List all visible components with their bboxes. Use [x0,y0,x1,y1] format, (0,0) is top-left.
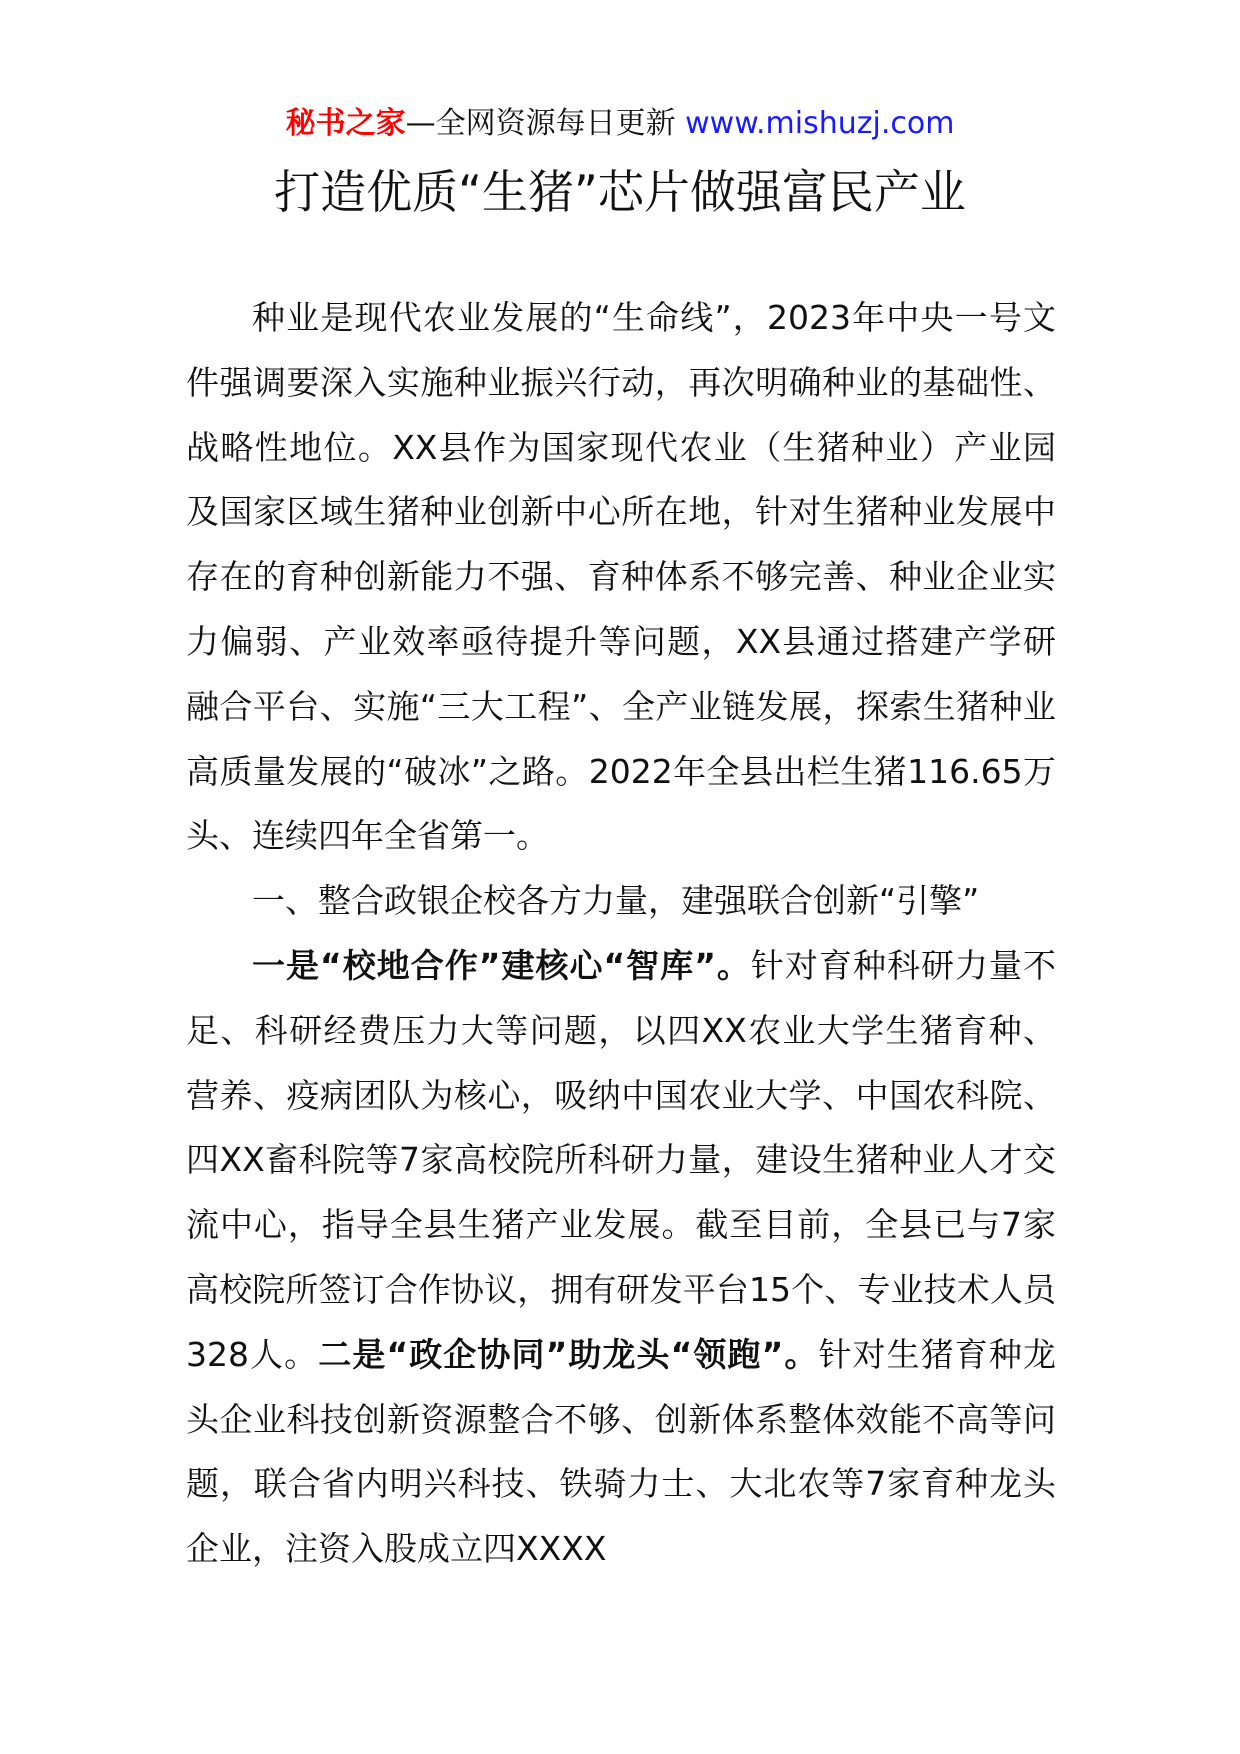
point-two-text: 针对生猪育种龙头企业科技创新资源整合不够、创新体系整体效能不高等问题，联合省内明兴科技、铁骑力士、大北农等7家育种龙头企业，注资入股成立四XXXX [186,1334,1056,1569]
section-heading: 一、整合政银企校各方力量，建强联合创新“引擎” [252,881,980,921]
intro-paragraph: 种业是现代农业发展的“生命线”，2023年中央一号文件强调要深入实施种业振兴行动，再次明确种业的基础性、战略性地位。XX县作为国家现代农业（生猪种业）产业园及国家区域生猪种业创新中心所在地，针对生猪种业发展中存在的育种创新能力不强、育种体系不够完善、种业企业实力偏弱、产业效率亟待提升等问题，XX县通过搭建产学研融合平台、实施“三大工程”、全产业链发展，探索生猪种业高质量发展的“破冰”之路。2022年全县出栏生猪116.65万头、连续四年全省第一。 [186,298,1056,856]
point-one-text: 针对育种科研力量不足、科研经费压力大等问题，以四XX农业大学生猪育种、营养、疫病团队为核心，吸纳中国农业大学、中国农科院、四XX畜科院等7家高校院所科研力量，建设生猪种业人才交流中心，指导全县生猪产业发展。截至目前，全县已与7家高校院所签订合作协议，拥有研发平台15个、专业技术人员328人。 [186,945,1056,1374]
point-two-heading: 二是“政企协同”助龙头“领跑”。 [318,1334,819,1374]
site-header [0,104,1240,144]
page-title: 打造优质“生猪”芯片做强富民产业 [274,165,966,219]
section-paragraph [186,934,1056,1582]
header-tagline: —全网资源每日更新 [405,106,676,141]
site-url-link[interactable]: www.mishuzj.com [685,106,955,141]
point-one-heading: 一是“校地合作”建核心“智库”。 [252,945,751,985]
article-body [186,286,1056,1582]
brand-name: 秘书之家 [285,106,406,141]
